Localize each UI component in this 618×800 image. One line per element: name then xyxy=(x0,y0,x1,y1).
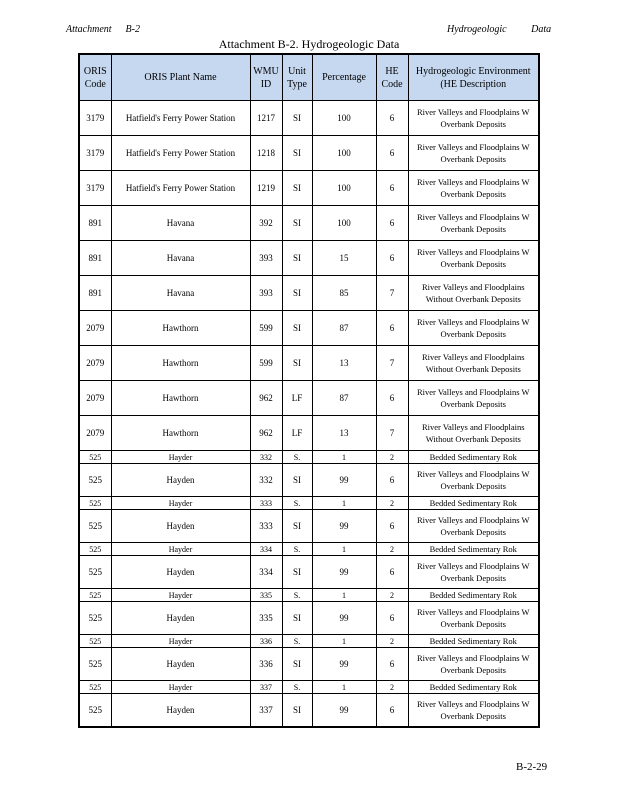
running-header-left xyxy=(66,24,154,35)
he-description-line: River Valleys and Floodplains xyxy=(421,282,525,292)
hydrogeologic-data-table xyxy=(78,53,540,728)
he-description-line: Overbank Deposits xyxy=(440,154,506,164)
he-description-cell xyxy=(408,694,539,728)
he-description-line: Overbank Deposits xyxy=(440,619,506,629)
table-row xyxy=(79,346,539,381)
he-code-cell: 2 xyxy=(376,543,408,556)
percentage-cell: 100 xyxy=(312,206,376,241)
table-row xyxy=(79,241,539,276)
unit-type-cell: SI xyxy=(282,171,312,206)
he-code-cell: 6 xyxy=(376,206,408,241)
table-row xyxy=(79,602,539,635)
oris-code-cell: 3179 xyxy=(79,101,111,136)
he-description-line: River Valleys and Floodplains W xyxy=(416,699,530,709)
plant-name-cell: Hayder xyxy=(111,589,250,602)
unit-type-cell: S. xyxy=(282,451,312,464)
he-code-cell: 6 xyxy=(376,648,408,681)
he-description-cell xyxy=(408,381,539,416)
plant-name-cell: Hayden xyxy=(111,648,250,681)
he-code-cell: 6 xyxy=(376,464,408,497)
he-description-line: River Valleys and Floodplains W xyxy=(416,653,530,663)
he-code-cell: 6 xyxy=(376,381,408,416)
percentage-cell: 1 xyxy=(312,635,376,648)
he-description-line: River Valleys and Floodplains W xyxy=(416,142,530,152)
header-attachment-number: B-2 xyxy=(125,24,140,35)
unit-type-cell: SI xyxy=(282,602,312,635)
wmu-id-cell: 962 xyxy=(250,381,282,416)
plant-name-cell: Hayden xyxy=(111,556,250,589)
he-code-cell: 6 xyxy=(376,101,408,136)
unit-type-cell: S. xyxy=(282,681,312,694)
oris-code-cell: 525 xyxy=(79,681,111,694)
he-description-line: River Valleys and Floodplains xyxy=(421,352,525,362)
wmu-id-cell: 393 xyxy=(250,276,282,311)
plant-name-cell: Hatfield's Ferry Power Station xyxy=(111,136,250,171)
percentage-cell: 100 xyxy=(312,171,376,206)
he-description-line: Bedded Sedimentary Rok xyxy=(429,682,517,692)
col-header-unit-type: Unit Type xyxy=(282,54,312,101)
wmu-id-cell: 332 xyxy=(250,464,282,497)
wmu-id-cell: 335 xyxy=(250,602,282,635)
plant-name-cell: Hatfield's Ferry Power Station xyxy=(111,171,250,206)
percentage-cell: 1 xyxy=(312,681,376,694)
plant-name-cell: Havana xyxy=(111,206,250,241)
plant-name-cell: Hawthorn xyxy=(111,346,250,381)
he-description-cell xyxy=(408,681,539,694)
percentage-cell: 1 xyxy=(312,543,376,556)
table-row xyxy=(79,510,539,543)
oris-code-cell: 2079 xyxy=(79,311,111,346)
percentage-cell: 87 xyxy=(312,311,376,346)
wmu-id-cell: 1218 xyxy=(250,136,282,171)
he-description-cell xyxy=(408,171,539,206)
he-description-cell xyxy=(408,206,539,241)
table-row xyxy=(79,497,539,510)
he-description-cell xyxy=(408,276,539,311)
oris-code-cell: 525 xyxy=(79,464,111,497)
he-description-line: River Valleys and Floodplains W xyxy=(416,247,530,257)
oris-code-cell: 525 xyxy=(79,556,111,589)
table-row xyxy=(79,276,539,311)
oris-code-cell: 2079 xyxy=(79,346,111,381)
col-header-oris-code: ORIS Code xyxy=(79,54,111,101)
he-description-cell xyxy=(408,497,539,510)
percentage-cell: 87 xyxy=(312,381,376,416)
plant-name-cell: Hatfield's Ferry Power Station xyxy=(111,101,250,136)
he-description-line: Without Overbank Deposits xyxy=(425,294,521,304)
unit-type-cell: S. xyxy=(282,589,312,602)
oris-code-cell: 525 xyxy=(79,543,111,556)
unit-type-cell: SI xyxy=(282,694,312,728)
col-header-percentage: Percentage xyxy=(312,54,376,101)
plant-name-cell: Hayder xyxy=(111,543,250,556)
percentage-cell: 15 xyxy=(312,241,376,276)
he-description-cell xyxy=(408,648,539,681)
he-code-cell: 7 xyxy=(376,276,408,311)
he-description-cell xyxy=(408,451,539,464)
plant-name-cell: Hayder xyxy=(111,635,250,648)
he-description-line: Bedded Sedimentary Rok xyxy=(429,590,517,600)
header-attachment-label: Attachment xyxy=(66,24,112,35)
he-description-line: Overbank Deposits xyxy=(440,119,506,129)
he-description-line: River Valleys and Floodplains W xyxy=(416,515,530,525)
he-description-cell xyxy=(408,416,539,451)
he-code-cell: 7 xyxy=(376,416,408,451)
plant-name-cell: Hayder xyxy=(111,451,250,464)
wmu-id-cell: 332 xyxy=(250,451,282,464)
he-description-line: Without Overbank Deposits xyxy=(425,434,521,444)
he-description-line: Overbank Deposits xyxy=(440,527,506,537)
col-header-wmu-id: WMU ID xyxy=(250,54,282,101)
percentage-cell: 99 xyxy=(312,648,376,681)
he-description-line: Bedded Sedimentary Rok xyxy=(429,544,517,554)
table-row xyxy=(79,556,539,589)
he-description-line: Overbank Deposits xyxy=(440,259,506,269)
table-row xyxy=(79,416,539,451)
wmu-id-cell: 334 xyxy=(250,543,282,556)
he-description-line: Overbank Deposits xyxy=(440,481,506,491)
table-row xyxy=(79,311,539,346)
percentage-cell: 13 xyxy=(312,346,376,381)
table-row xyxy=(79,101,539,136)
wmu-id-cell: 337 xyxy=(250,681,282,694)
col-header-he-code: HE Code xyxy=(376,54,408,101)
oris-code-cell: 891 xyxy=(79,241,111,276)
he-description-line: Overbank Deposits xyxy=(440,329,506,339)
wmu-id-cell: 599 xyxy=(250,311,282,346)
plant-name-cell: Hayden xyxy=(111,510,250,543)
he-description-line: Without Overbank Deposits xyxy=(425,364,521,374)
he-code-cell: 6 xyxy=(376,694,408,728)
wmu-id-cell: 599 xyxy=(250,346,282,381)
oris-code-cell: 525 xyxy=(79,602,111,635)
wmu-id-cell: 1217 xyxy=(250,101,282,136)
he-description-line: River Valleys and Floodplains W xyxy=(416,317,530,327)
unit-type-cell: SI xyxy=(282,510,312,543)
oris-code-cell: 525 xyxy=(79,694,111,728)
unit-type-cell: SI xyxy=(282,311,312,346)
he-description-cell xyxy=(408,635,539,648)
wmu-id-cell: 1219 xyxy=(250,171,282,206)
wmu-id-cell: 336 xyxy=(250,635,282,648)
he-code-cell: 6 xyxy=(376,241,408,276)
table-row xyxy=(79,589,539,602)
percentage-cell: 99 xyxy=(312,464,376,497)
wmu-id-cell: 336 xyxy=(250,648,282,681)
he-description-cell xyxy=(408,543,539,556)
plant-name-cell: Hayden xyxy=(111,464,250,497)
wmu-id-cell: 962 xyxy=(250,416,282,451)
he-description-line: Overbank Deposits xyxy=(440,399,506,409)
he-description-cell xyxy=(408,241,539,276)
percentage-cell: 100 xyxy=(312,136,376,171)
wmu-id-cell: 334 xyxy=(250,556,282,589)
table-row xyxy=(79,206,539,241)
he-code-cell: 2 xyxy=(376,589,408,602)
unit-type-cell: S. xyxy=(282,497,312,510)
unit-type-cell: S. xyxy=(282,543,312,556)
plant-name-cell: Hayder xyxy=(111,681,250,694)
oris-code-cell: 525 xyxy=(79,589,111,602)
he-description-cell xyxy=(408,589,539,602)
unit-type-cell: SI xyxy=(282,241,312,276)
percentage-cell: 100 xyxy=(312,101,376,136)
unit-type-cell: SI xyxy=(282,648,312,681)
col-header-he-description: Hydrogeologic Environment (HE Description xyxy=(408,54,539,101)
oris-code-cell: 891 xyxy=(79,276,111,311)
unit-type-cell: SI xyxy=(282,101,312,136)
he-description-line: River Valleys and Floodplains W xyxy=(416,387,530,397)
percentage-cell: 99 xyxy=(312,694,376,728)
plant-name-cell: Hayden xyxy=(111,694,250,728)
percentage-cell: 99 xyxy=(312,556,376,589)
he-description-cell xyxy=(408,101,539,136)
he-description-line: Bedded Sedimentary Rok xyxy=(429,636,517,646)
unit-type-cell: SI xyxy=(282,556,312,589)
he-description-line: Overbank Deposits xyxy=(440,665,506,675)
he-description-line: River Valleys and Floodplains W xyxy=(416,607,530,617)
table-row xyxy=(79,681,539,694)
he-code-cell: 6 xyxy=(376,171,408,206)
he-description-cell xyxy=(408,311,539,346)
he-code-cell: 2 xyxy=(376,681,408,694)
oris-code-cell: 2079 xyxy=(79,381,111,416)
he-description-cell xyxy=(408,136,539,171)
wmu-id-cell: 337 xyxy=(250,694,282,728)
he-description-line: Overbank Deposits xyxy=(440,573,506,583)
he-code-cell: 6 xyxy=(376,136,408,171)
he-description-cell xyxy=(408,510,539,543)
oris-code-cell: 525 xyxy=(79,648,111,681)
oris-code-cell: 3179 xyxy=(79,136,111,171)
table-row xyxy=(79,648,539,681)
he-description-line: Overbank Deposits xyxy=(440,189,506,199)
he-code-cell: 7 xyxy=(376,346,408,381)
table-row xyxy=(79,451,539,464)
unit-type-cell: SI xyxy=(282,464,312,497)
oris-code-cell: 525 xyxy=(79,497,111,510)
wmu-id-cell: 393 xyxy=(250,241,282,276)
percentage-cell: 1 xyxy=(312,497,376,510)
running-header-right: Hydrogeologic Data xyxy=(447,24,552,35)
wmu-id-cell: 333 xyxy=(250,510,282,543)
table-header-row xyxy=(79,54,539,101)
he-description-line: River Valleys and Floodplains W xyxy=(416,212,530,222)
table-row xyxy=(79,464,539,497)
percentage-cell: 1 xyxy=(312,589,376,602)
he-description-cell xyxy=(408,556,539,589)
he-code-cell: 2 xyxy=(376,497,408,510)
he-code-cell: 2 xyxy=(376,635,408,648)
he-description-line: Bedded Sedimentary Rok xyxy=(429,452,517,462)
table-row xyxy=(79,694,539,728)
he-description-cell xyxy=(408,464,539,497)
wmu-id-cell: 333 xyxy=(250,497,282,510)
unit-type-cell: SI xyxy=(282,206,312,241)
plant-name-cell: Havana xyxy=(111,241,250,276)
he-description-cell xyxy=(408,602,539,635)
oris-code-cell: 525 xyxy=(79,635,111,648)
plant-name-cell: Hawthorn xyxy=(111,311,250,346)
table-row xyxy=(79,381,539,416)
page-title: Attachment B-2. Hydrogeologic Data xyxy=(218,37,400,51)
he-code-cell: 6 xyxy=(376,510,408,543)
plant-name-cell: Hawthorn xyxy=(111,381,250,416)
unit-type-cell: LF xyxy=(282,381,312,416)
wmu-id-cell: 335 xyxy=(250,589,282,602)
he-code-cell: 6 xyxy=(376,311,408,346)
unit-type-cell: SI xyxy=(282,346,312,381)
wmu-id-cell: 392 xyxy=(250,206,282,241)
plant-name-cell: Hawthorn xyxy=(111,416,250,451)
he-description-cell xyxy=(408,346,539,381)
oris-code-cell: 525 xyxy=(79,451,111,464)
he-description-line: Bedded Sedimentary Rok xyxy=(429,498,517,508)
percentage-cell: 13 xyxy=(312,416,376,451)
oris-code-cell: 891 xyxy=(79,206,111,241)
he-description-line: River Valleys and Floodplains xyxy=(421,422,525,432)
unit-type-cell: SI xyxy=(282,136,312,171)
percentage-cell: 99 xyxy=(312,602,376,635)
unit-type-cell: LF xyxy=(282,416,312,451)
oris-code-cell: 525 xyxy=(79,510,111,543)
table-row xyxy=(79,171,539,206)
percentage-cell: 99 xyxy=(312,510,376,543)
he-description-line: Overbank Deposits xyxy=(440,711,506,721)
he-description-line: Overbank Deposits xyxy=(440,224,506,234)
oris-code-cell: 3179 xyxy=(79,171,111,206)
table-body xyxy=(79,101,539,728)
table-row xyxy=(79,136,539,171)
he-code-cell: 6 xyxy=(376,602,408,635)
table-row xyxy=(79,543,539,556)
col-header-plant-name: ORIS Plant Name xyxy=(111,54,250,101)
he-description-line: River Valleys and Floodplains W xyxy=(416,107,530,117)
he-code-cell: 6 xyxy=(376,556,408,589)
table-row xyxy=(79,635,539,648)
plant-name-cell: Hayden xyxy=(111,602,250,635)
unit-type-cell: SI xyxy=(282,276,312,311)
page-number: B-2-29 xyxy=(516,761,548,773)
percentage-cell: 1 xyxy=(312,451,376,464)
he-description-line: River Valleys and Floodplains W xyxy=(416,469,530,479)
he-description-line: River Valleys and Floodplains W xyxy=(416,561,530,571)
oris-code-cell: 2079 xyxy=(79,416,111,451)
he-code-cell: 2 xyxy=(376,451,408,464)
plant-name-cell: Hayder xyxy=(111,497,250,510)
percentage-cell: 85 xyxy=(312,276,376,311)
unit-type-cell: S. xyxy=(282,635,312,648)
plant-name-cell: Havana xyxy=(111,276,250,311)
he-description-line: River Valleys and Floodplains W xyxy=(416,177,530,187)
